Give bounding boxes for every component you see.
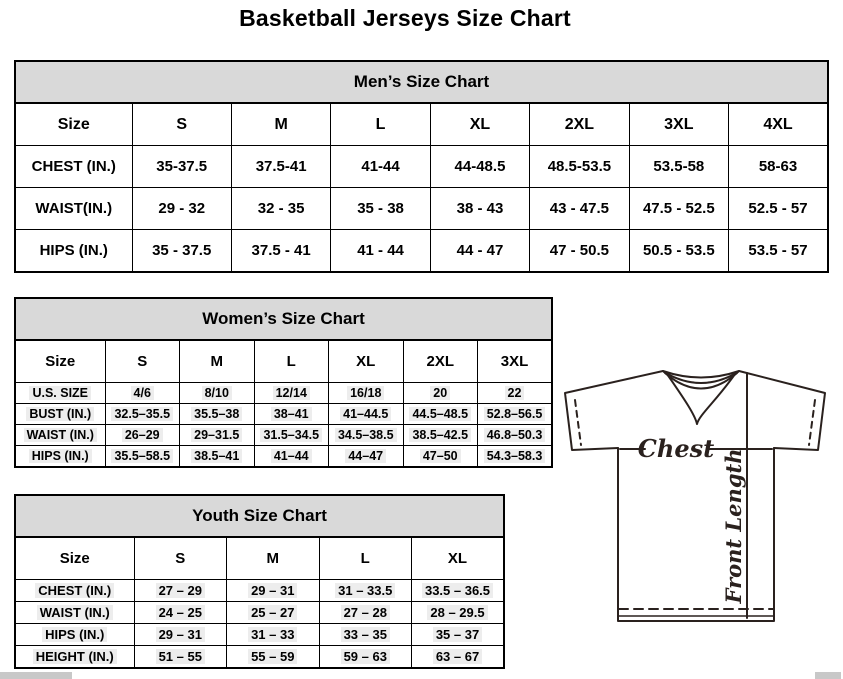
- data-cell: 41 - 44: [331, 230, 430, 273]
- data-cell: 52.5 - 57: [729, 188, 828, 230]
- data-cell: 27 – 29: [134, 580, 227, 602]
- data-cell: 35 - 37.5: [132, 230, 231, 273]
- scrollbar-fragment-right[interactable]: [815, 672, 841, 679]
- data-cell: 33.5 – 36.5: [412, 580, 505, 602]
- row-label: HIPS (IN.): [15, 446, 105, 468]
- header-cell: S: [105, 340, 180, 383]
- data-cell: 32 - 35: [231, 188, 330, 230]
- data-cell: 41–44: [254, 446, 329, 468]
- data-cell: 29–31.5: [180, 425, 255, 446]
- header-cell: Size: [15, 103, 132, 146]
- header-cell: XL: [430, 103, 529, 146]
- jersey-body: [618, 448, 774, 621]
- data-cell: 38 - 43: [430, 188, 529, 230]
- header-cell: M: [231, 103, 330, 146]
- table-row: [15, 580, 504, 602]
- data-cell: 35.5–58.5: [105, 446, 180, 468]
- header-cell: L: [319, 537, 412, 580]
- womens-size-chart-table: [14, 297, 553, 468]
- header-cell: 2XL: [403, 340, 478, 383]
- data-cell: 38.5–41: [180, 446, 255, 468]
- left-cuff-dashed-line: [575, 400, 581, 445]
- table-row: [15, 646, 504, 669]
- header-cell: Size: [15, 340, 105, 383]
- front-length-label: Front Length: [721, 448, 746, 604]
- row-label: U.S. SIZE: [15, 383, 105, 404]
- table-row: [15, 404, 552, 425]
- data-cell: 32.5–35.5: [105, 404, 180, 425]
- table-title-row: [15, 298, 552, 340]
- row-label: WAIST(IN.): [15, 188, 132, 230]
- header-cell: S: [132, 103, 231, 146]
- column-header-row: [15, 340, 552, 383]
- data-cell: 37.5-41: [231, 146, 330, 188]
- data-cell: 29 – 31: [227, 580, 320, 602]
- data-cell: 53.5 - 57: [729, 230, 828, 273]
- table-title-row: [15, 495, 504, 537]
- data-cell: 44–47: [329, 446, 404, 468]
- data-cell: 26–29: [105, 425, 180, 446]
- header-cell: M: [227, 537, 320, 580]
- data-cell: 24 – 25: [134, 602, 227, 624]
- data-cell: 51 – 55: [134, 646, 227, 669]
- data-cell: 38–41: [254, 404, 329, 425]
- data-cell: 44 - 47: [430, 230, 529, 273]
- data-cell: 25 – 27: [227, 602, 320, 624]
- row-label: BUST (IN.): [15, 404, 105, 425]
- page-title: Basketball Jerseys Size Chart: [239, 5, 571, 31]
- mens-size-chart-table: [14, 60, 829, 273]
- row-label: WAIST (IN.): [15, 602, 134, 624]
- data-cell: 35-37.5: [132, 146, 231, 188]
- data-cell: 16/18: [329, 383, 404, 404]
- data-cell: 52.8–56.5: [478, 404, 553, 425]
- data-cell: 31.5–34.5: [254, 425, 329, 446]
- jersey-measurement-diagram: [555, 360, 835, 660]
- data-cell: 44-48.5: [430, 146, 529, 188]
- header-cell: 4XL: [729, 103, 828, 146]
- womens-table-title: Women’s Size Chart: [15, 298, 552, 340]
- data-cell: 12/14: [254, 383, 329, 404]
- row-label: HIPS (IN.): [15, 230, 132, 273]
- table-row: [15, 383, 552, 404]
- table-row: [15, 425, 552, 446]
- data-cell: 50.5 - 53.5: [629, 230, 728, 273]
- data-cell: 63 – 67: [412, 646, 505, 669]
- jersey-right-sleeve: [739, 371, 825, 450]
- right-cuff-dashed-line: [809, 400, 815, 445]
- data-cell: 22: [478, 383, 553, 404]
- header-cell: M: [180, 340, 255, 383]
- data-cell: 34.5–38.5: [329, 425, 404, 446]
- data-cell: 20: [403, 383, 478, 404]
- header-cell: 3XL: [478, 340, 553, 383]
- column-header-row: [15, 537, 504, 580]
- data-cell: 4/6: [105, 383, 180, 404]
- data-cell: 47 - 50.5: [530, 230, 629, 273]
- data-cell: 48.5-53.5: [530, 146, 629, 188]
- scrollbar-fragment-left[interactable]: [0, 672, 72, 679]
- header-cell: S: [134, 537, 227, 580]
- data-cell: 35.5–38: [180, 404, 255, 425]
- data-cell: 41-44: [331, 146, 430, 188]
- data-cell: 29 - 32: [132, 188, 231, 230]
- data-cell: 37.5 - 41: [231, 230, 330, 273]
- data-cell: 44.5–48.5: [403, 404, 478, 425]
- data-cell: 41–44.5: [329, 404, 404, 425]
- row-label: HEIGHT (IN.): [15, 646, 134, 669]
- mens-table-title: Men’s Size Chart: [15, 61, 828, 103]
- header-cell: L: [254, 340, 329, 383]
- data-cell: 33 – 35: [319, 624, 412, 646]
- row-label: CHEST (IN.): [15, 146, 132, 188]
- data-cell: 58-63: [729, 146, 828, 188]
- table-title-row: [15, 61, 828, 103]
- table-row: [15, 624, 504, 646]
- data-cell: 35 - 38: [331, 188, 430, 230]
- data-cell: 35 – 37: [412, 624, 505, 646]
- header-cell: XL: [329, 340, 404, 383]
- data-cell: 55 – 59: [227, 646, 320, 669]
- table-row: [15, 230, 828, 273]
- header-cell: L: [331, 103, 430, 146]
- header-cell: XL: [412, 537, 505, 580]
- header-cell: 2XL: [530, 103, 629, 146]
- youth-size-chart-table: [14, 494, 505, 669]
- table-row: [15, 146, 828, 188]
- table-row: [15, 188, 828, 230]
- header-cell: 3XL: [629, 103, 728, 146]
- chest-label: Chest: [637, 434, 715, 463]
- data-cell: 46.8–50.3: [478, 425, 553, 446]
- data-cell: 59 – 63: [319, 646, 412, 669]
- row-label: WAIST (IN.): [15, 425, 105, 446]
- table-row: [15, 446, 552, 468]
- data-cell: 43 - 47.5: [530, 188, 629, 230]
- row-label: CHEST (IN.): [15, 580, 134, 602]
- table-row: [15, 602, 504, 624]
- data-cell: 31 – 33: [227, 624, 320, 646]
- column-header-row: [15, 103, 828, 146]
- data-cell: 28 – 29.5: [412, 602, 505, 624]
- data-cell: 31 – 33.5: [319, 580, 412, 602]
- data-cell: 29 – 31: [134, 624, 227, 646]
- data-cell: 53.5-58: [629, 146, 728, 188]
- row-label: HIPS (IN.): [15, 624, 134, 646]
- data-cell: 47–50: [403, 446, 478, 468]
- data-cell: 38.5–42.5: [403, 425, 478, 446]
- youth-table-title: Youth Size Chart: [15, 495, 504, 537]
- data-cell: 54.3–58.3: [478, 446, 553, 468]
- data-cell: 8/10: [180, 383, 255, 404]
- data-cell: 47.5 - 52.5: [629, 188, 728, 230]
- data-cell: 27 – 28: [319, 602, 412, 624]
- header-cell: Size: [15, 537, 134, 580]
